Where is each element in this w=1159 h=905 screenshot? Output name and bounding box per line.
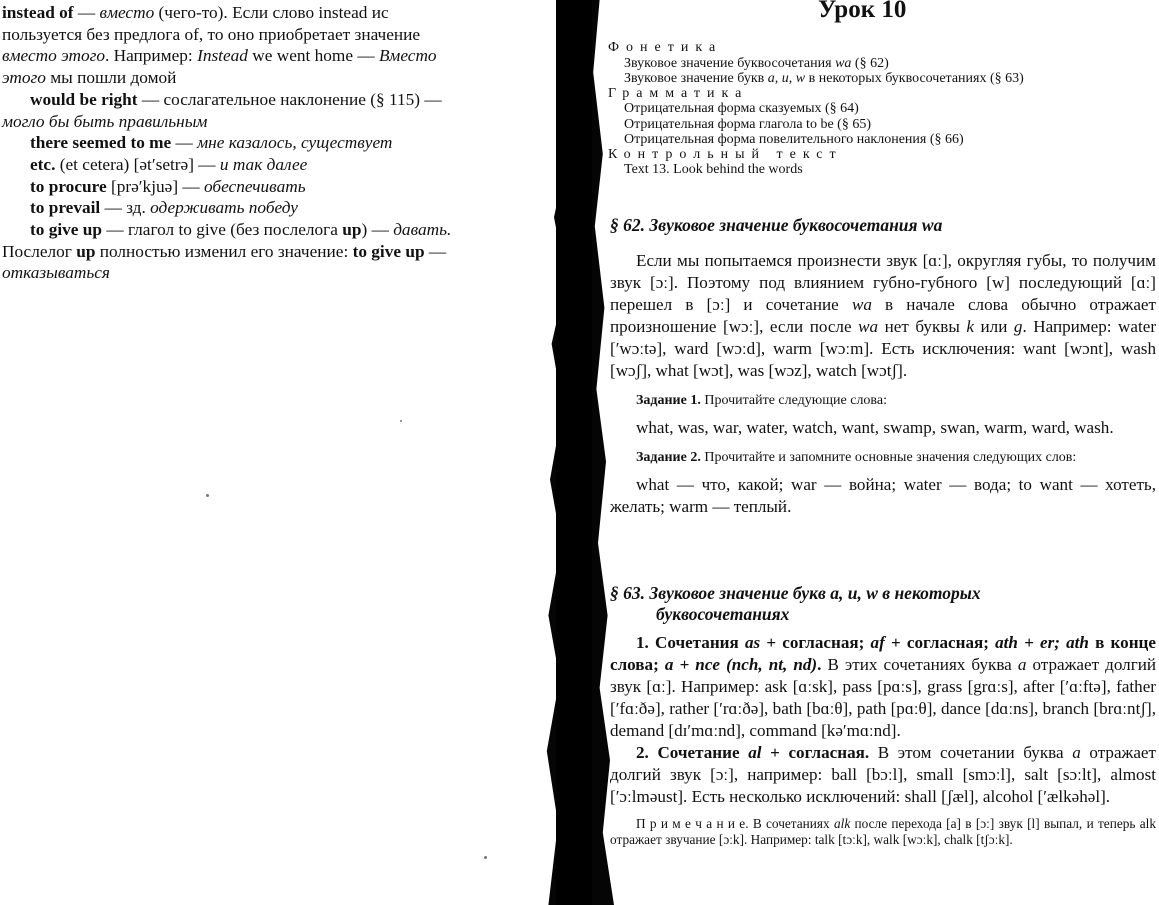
paper-speck [400,420,402,422]
vocab-line: etc. (et cetera) [ət′setrə] — и так далее [30,154,308,174]
note: П р и м е ч а н и е. В сочетаниях alk после перехода [a] в [ɔː] звук [l] выпал, и теперь alk отражает звучание [ɔːk]. Например: talk [tɔːk], walk [wɔːk], chalk [tʃɔːk]. [610,816,1156,847]
section-heading: § 62. Звуковое значение буквосочетания wa [610,215,943,235]
section-63 [610,583,1156,848]
vocab-line: отказываться [2,263,110,283]
vocab-line: вместо этого. Например: Instead we went home — Вместо [2,46,437,66]
rule-item-1: 1. Сочетания as + согласная; af + согласная; ath + er; ath в конце слова; a + nce (nch, nt, nd). В этих сочетаниях буква a отражает долгий звук [ɑː]. Например: ask [ɑːsk], pass [pɑːs], grass [grɑːs], after [′ɑːftə], father [′fɑːðə], rather [′rɑːðə], bath [bɑːθ], path [pɑːθ], dance [dɑːns], branch [brɑːntʃ], demand [dɪ′mɑːnd], command [kə′mɑːnd]. [610,633,1156,740]
section-62 [610,215,1156,518]
vocab-line: to procure [prə′kjuə] — обеспечивать [30,176,306,196]
toc-item: Text 13. Look behind the words [624,162,803,177]
vocab-line: Послелог up полностью изменил его значение: to give up — [2,241,447,261]
vocab-line: пользуется без предлога of, то оно приобретает значение [2,24,421,44]
toc-item: Отрицательная форма сказуемых (§ 64) [624,101,859,116]
vocab-line: there seemed to me — мне казалось, существует [30,133,393,153]
toc-heading: Грамматика [608,85,749,101]
task-instruction: Прочитайте следующие слова: [704,393,887,408]
vocabulary-notes [2,2,548,284]
right-page [600,0,1159,905]
vocab-line: to give up — глагол to give (без послелога up) — давать. [30,220,452,240]
toc-item: Отрицательная форма глагола to be (§ 65) [624,116,871,132]
toc-item: Звуковое значение буквосочетания wa (§ 62) [624,55,889,71]
toc-item: Отрицательная форма повелительного наклонения (§ 66) [624,132,964,147]
vocab-line: instead of — вместо (чего-то). Если слово instead ис [2,3,389,22]
section-heading: § 63. Звуковое значение букв a, u, w в некоторых [610,583,981,603]
book-spine-gutter [556,0,592,905]
section-heading-cont: буквосочетаниях [656,604,790,624]
task-2-words: what — что, какой; war — война; water — вода; to want — хотеть, желать; warm — теплый. [610,475,1156,516]
task-label: Задание 2. [636,450,701,465]
left-page [0,0,548,905]
section-paragraph: Если мы попытаемся произнести звук [ɑː], округляя губы, то получим звук [ɔː]. Поэтому под влиянием губно-губного [w] последующий [ɑː] перешел в [ɔː] и сочетание wa в начале слова обычно отражает произношение [wɔː], если после wa нет буквы k или g. Например: water [′wɔːtə], ward [wɔːd], warm [wɔːm]. Есть исключения: want [wɔnt], wash [wɔʃ], what [wɔt], was [wɔz], watch [wɔtʃ]. [610,251,1157,380]
vocab-line: этого мы пошли домой [2,68,177,88]
paper-speck [206,494,209,497]
vocab-line: могло бы быть правильным [2,111,208,131]
lesson-contents [608,41,1153,178]
task-1 [610,392,1156,409]
toc-heading: Контрольный текст [608,146,843,162]
task-instruction: Прочитайте и запомните основные значения следующих слов: [704,450,1077,465]
paper-speck [484,856,487,859]
vocab-line: to prevail — зд. одерживать победу [30,198,298,218]
rule-item-2: 2. Сочетание al + согласная. В этом сочетании буква a отражает долгий звук [ɔː], например: ball [bɔːl], small [smɔːl], salt [sɔːlt], almost [′ɔːlməust]. Есть несколько исключений: shall [ʃæl], alcohol [′ælkəhəl]. [610,743,1156,806]
task-label: Задание 1. [636,393,701,408]
task-1-words: what, was, war, water, watch, want, swamp, swan, warm, ward, wash. [636,418,1114,437]
toc-item: Звуковое значение букв a, u, w в некоторых буквосочетаниях (§ 63) [624,71,1024,86]
vocab-line: would be right — сослагательное наклонение (§ 115) — [30,89,442,109]
toc-heading: Фонетика [608,40,723,55]
lesson-title: Урок 10 [818,0,907,23]
task-2 [610,449,1156,466]
